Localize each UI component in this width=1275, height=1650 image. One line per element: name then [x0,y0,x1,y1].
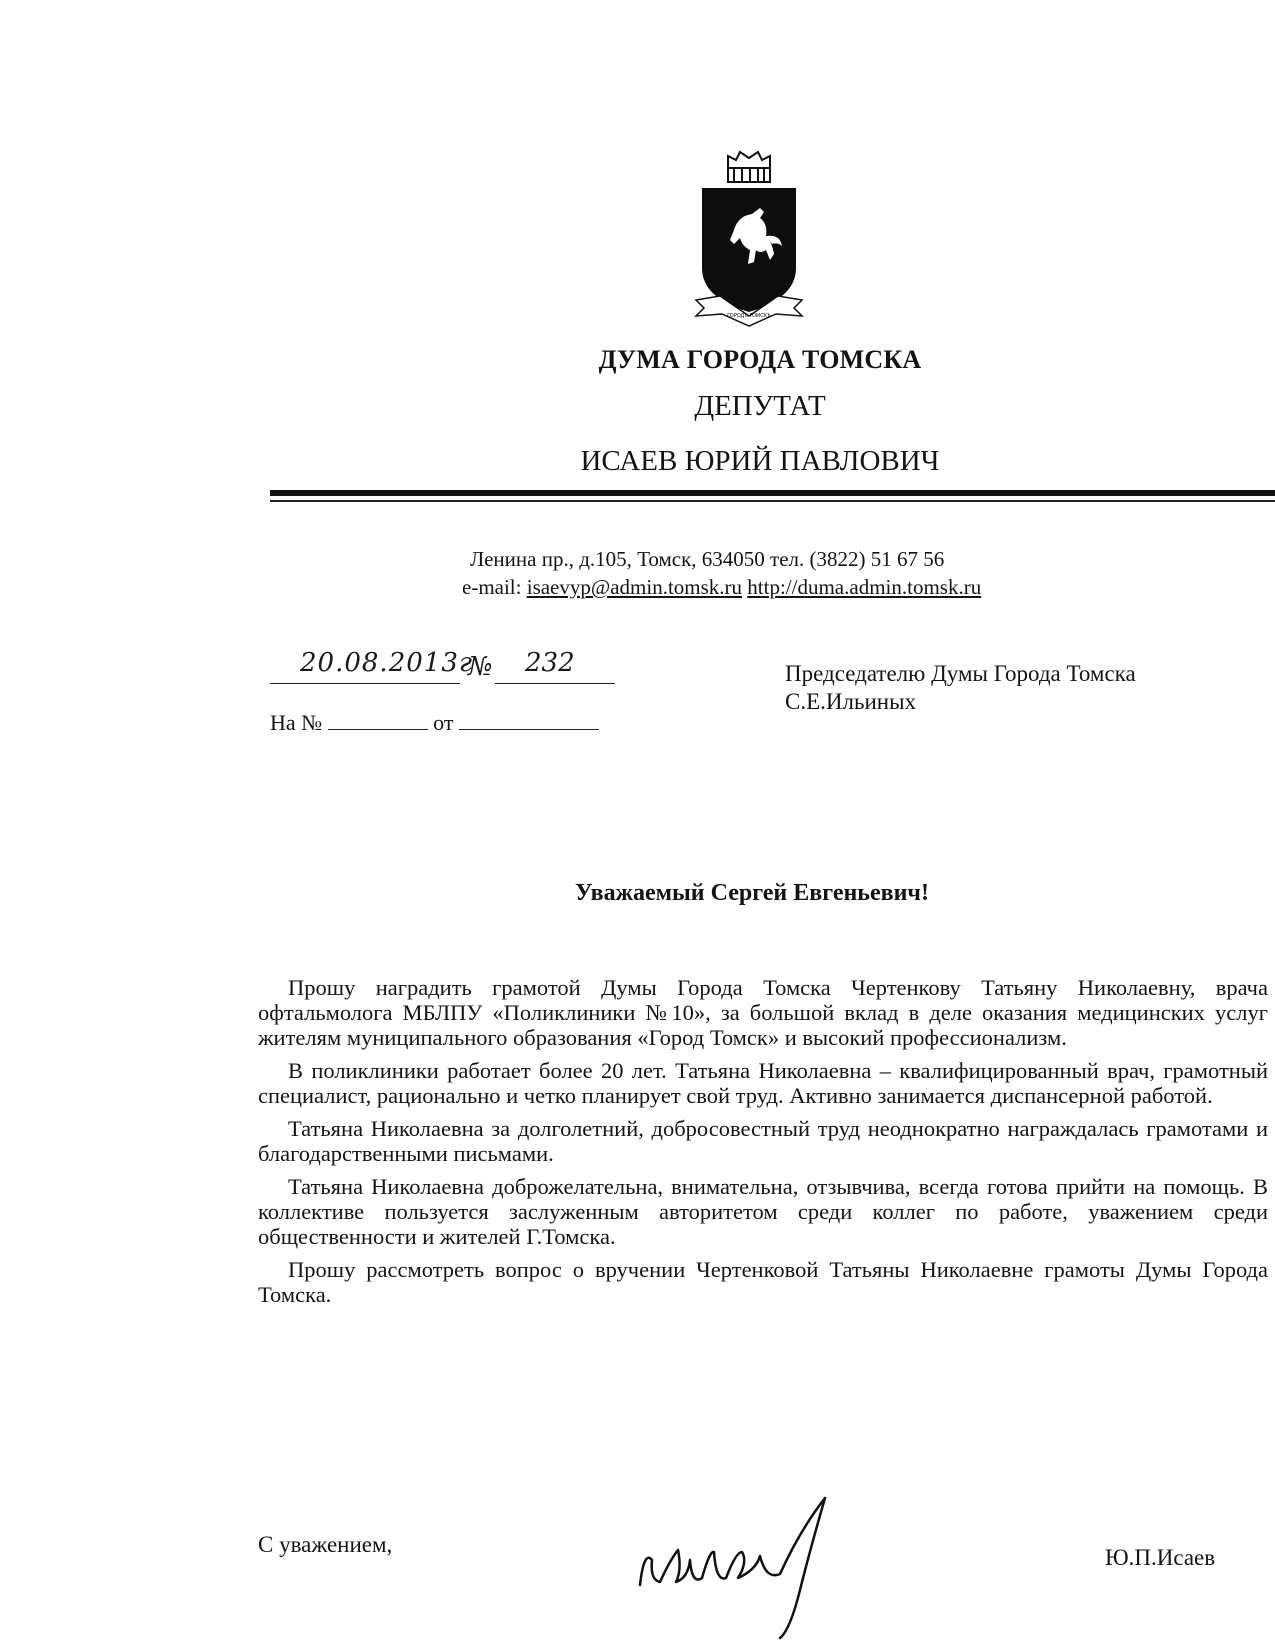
salutation: Уважаемый Сергей Евгеньевич! [575,880,929,906]
number-underline [495,683,615,684]
header-divider [270,490,1275,496]
recipient-block [785,660,1136,716]
outgoing-number-label: № [468,652,493,682]
website-link[interactable]: http://duma.admin.tomsk.ru [747,575,982,599]
reply-reference [270,710,599,736]
body-paragraph: Прошу наградить грамотой Думы Города Томска Чертенкову Татьяну Николаевну, врача офтальмолога МБЛПУ «Поликлиники №10», за большой вклад в деле оказания медицинских услуг жителям муниципального образования «Город Томск» и высокий профессионализм. [258,975,1268,1050]
outgoing-reference [270,648,620,688]
organization-name: ДУМА ГОРОДА ТОМСКА [598,345,922,374]
handwritten-signature [630,1490,870,1640]
letter-body [258,975,1268,1315]
coat-of-arms-icon [690,150,808,330]
date-underline [270,683,460,684]
ribbon-text: ГОРОДЪ ТОМСКЪ [727,313,771,319]
signer-name: Ю.П.Исаев [1105,1545,1216,1570]
body-paragraph: Татьяна Николаевна за долголетний, добросовестный труд неоднократно награждалась грамотами и благодарственными письмами. [258,1116,1268,1166]
body-paragraph: В поликлиники работает более 20 лет. Татьяна Николаевна – квалифицированный врач, грамотный специалист, рационально и четко планирует свой труд. Активно занимается диспансерной работой. [258,1058,1268,1108]
reply-number-blank [328,711,428,730]
reply-date-blank [459,711,599,730]
closing-regards: С уважением, [258,1532,393,1557]
reply-number-label: На № [270,710,323,735]
header-divider-thin [270,500,1275,502]
outgoing-number: 232 [525,648,575,678]
position-title: ДЕПУТАТ [694,390,826,422]
reply-from-label: от [433,710,454,735]
recipient-name: С.Е.Ильиных [785,689,917,714]
recipient-title: Председателю Думы Города Томска [785,661,1136,686]
contact-line [462,575,981,600]
outgoing-date: 20.08.2013г [300,648,474,678]
email-link[interactable]: isaevyp@admin.tomsk.ru [526,575,743,599]
deputy-name: ИСАЕВ ЮРИЙ ПАВЛОВИЧ [580,445,940,477]
address-line: Ленина пр., д.105, Томск, 634050 тел. (3822) 51 67 56 [470,547,945,571]
email-label: e-mail: [462,575,522,599]
body-paragraph: Татьяна Николаевна доброжелательна, внимательна, отзывчива, всегда готова прийти на помощь. В коллективе пользуется заслуженным авторитетом среди коллег по работе, уважением среди общественности и жителей Г.Томска. [258,1174,1268,1249]
body-paragraph: Прошу рассмотреть вопрос о вручении Чертенковой Татьяны Николаевне грамоты Думы Города Томска. [258,1257,1268,1307]
